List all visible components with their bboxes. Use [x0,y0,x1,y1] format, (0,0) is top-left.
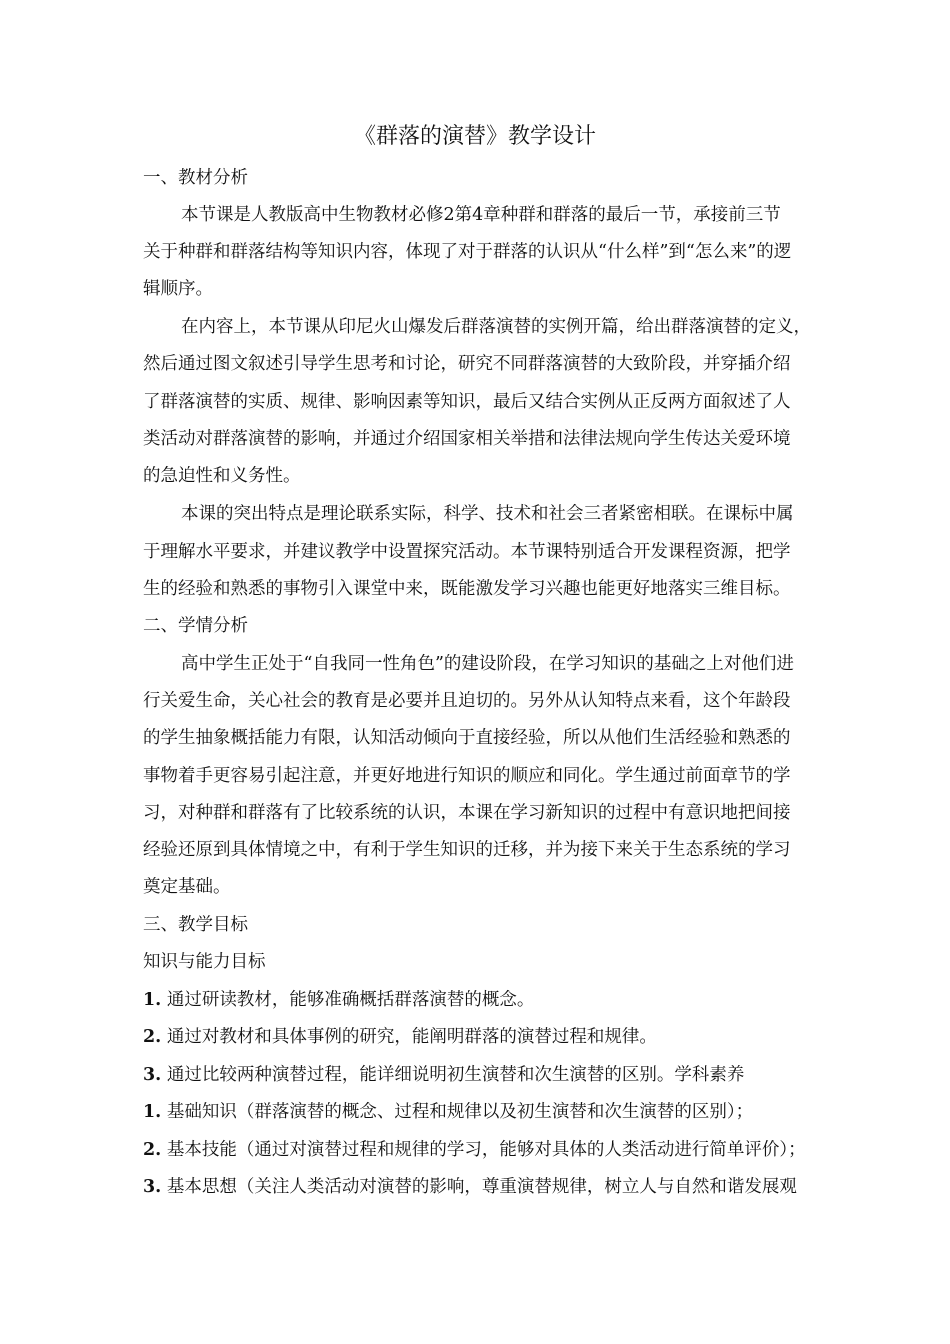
paragraph-line: 奠定基础。 [143,877,231,897]
goal-text: 基本思想（关注人类活动对演替的影响，尊重演替规律，树立人与自然和谐发展观 [166,1177,797,1197]
paragraph-line: 于理解水平要求，并建议教学中设置探究活动。本节课特别适合开发课程资源，把学 [143,542,791,562]
subheading-knowledge-ability: 知识与能力目标 [143,952,266,972]
goal-number: 1. [143,1102,162,1122]
paragraph-line: 的学生抽象概括能力有限，认知活动倾向于直接经验，所以从他们生活经验和熟悉的 [143,728,791,748]
section-heading-textbook-analysis: 一、教材分析 [143,168,248,188]
goal-number: 3. [143,1177,162,1197]
goal-number: 2. [143,1027,162,1047]
goal-item [143,1099,753,1125]
paragraph-line: 的急迫性和义务性。 [143,466,301,486]
goal-item [143,987,534,1013]
goal-text: 通过比较两种演替过程，能详细说明初生演替和次生演替的区别。学科素养 [166,1065,745,1085]
document-title: 《群落的演替》教学设计 [353,124,596,149]
paragraph-line: 高中学生正处于“自我同一性角色”的建设阶段，在学习知识的基础之上对他们进 [181,654,794,674]
paragraph-line: 生的经验和熟悉的事物引入课堂中来，既能激发学习兴趣也能更好地落实三维目标。 [143,579,791,599]
paragraph-line: 辑顺序。 [143,279,213,299]
goal-number: 3. [143,1065,162,1085]
goal-item [143,1137,806,1163]
paragraph-line: 习，对种群和群落有了比较系统的认识，本课在学习新知识的过程中有意识地把间接 [143,803,791,823]
goal-number: 1. [143,990,162,1010]
section-heading-learner-analysis: 二、学情分析 [143,616,248,636]
section-heading-teaching-goals: 三、教学目标 [143,915,248,935]
paragraph-line: 关于种群和群落结构等知识内容，体现了对于群落的认识从“什么样”到“怎么来”的逻 [143,242,792,262]
goal-text: 通过对教材和具体事例的研究，能阐明群落的演替过程和规律。 [166,1027,657,1047]
goal-item [143,1024,657,1050]
paragraph-line: 类活动对群落演替的影响，并通过介绍国家相关举措和法律法规向学生传达关爱环境 [143,429,791,449]
paragraph-line: 然后通过图文叙述引导学生思考和讨论，研究不同群落演替的大致阶段，并穿插介绍 [143,354,791,374]
goal-text: 基本技能（通过对演替过程和规律的学习，能够对具体的人类活动进行简单评价）； [166,1140,806,1160]
paragraph-line: 行关爱生命，关心社会的教育是必要并且迫切的。另外从认知特点来看，这个年龄段 [143,691,791,711]
goal-number: 2. [143,1140,162,1160]
paragraph-line: 本课的突出特点是理论联系实际，科学、技术和社会三者紧密相联。在课标中属 [181,504,794,524]
paragraph-line: 本节课是人教版高中生物教材必修2第4章种群和群落的最后一节，承接前三节 [181,205,781,225]
goal-text: 基础知识（群落演替的概念、过程和规律以及初生演替和次生演替的区别）； [166,1102,754,1122]
paragraph-line: 事物着手更容易引起注意，并更好地进行知识的顺应和同化。学生通过前面章节的学 [143,766,791,786]
goal-item [143,1062,744,1088]
goal-item [143,1174,797,1200]
paragraph-line: 在内容上，本节课从印尼火山爆发后群落演替的实例开篇，给出群落演替的定义， [181,317,811,337]
goal-text: 通过研读教材，能够准确概括群落演替的概念。 [166,990,535,1010]
paragraph-line: 了群落演替的实质、规律、影响因素等知识，最后又结合实例从正反两方面叙述了人 [143,392,791,412]
paragraph-line: 经验还原到具体情境之中，有利于学生知识的迁移，并为接下来关于生态系统的学习 [143,840,791,860]
